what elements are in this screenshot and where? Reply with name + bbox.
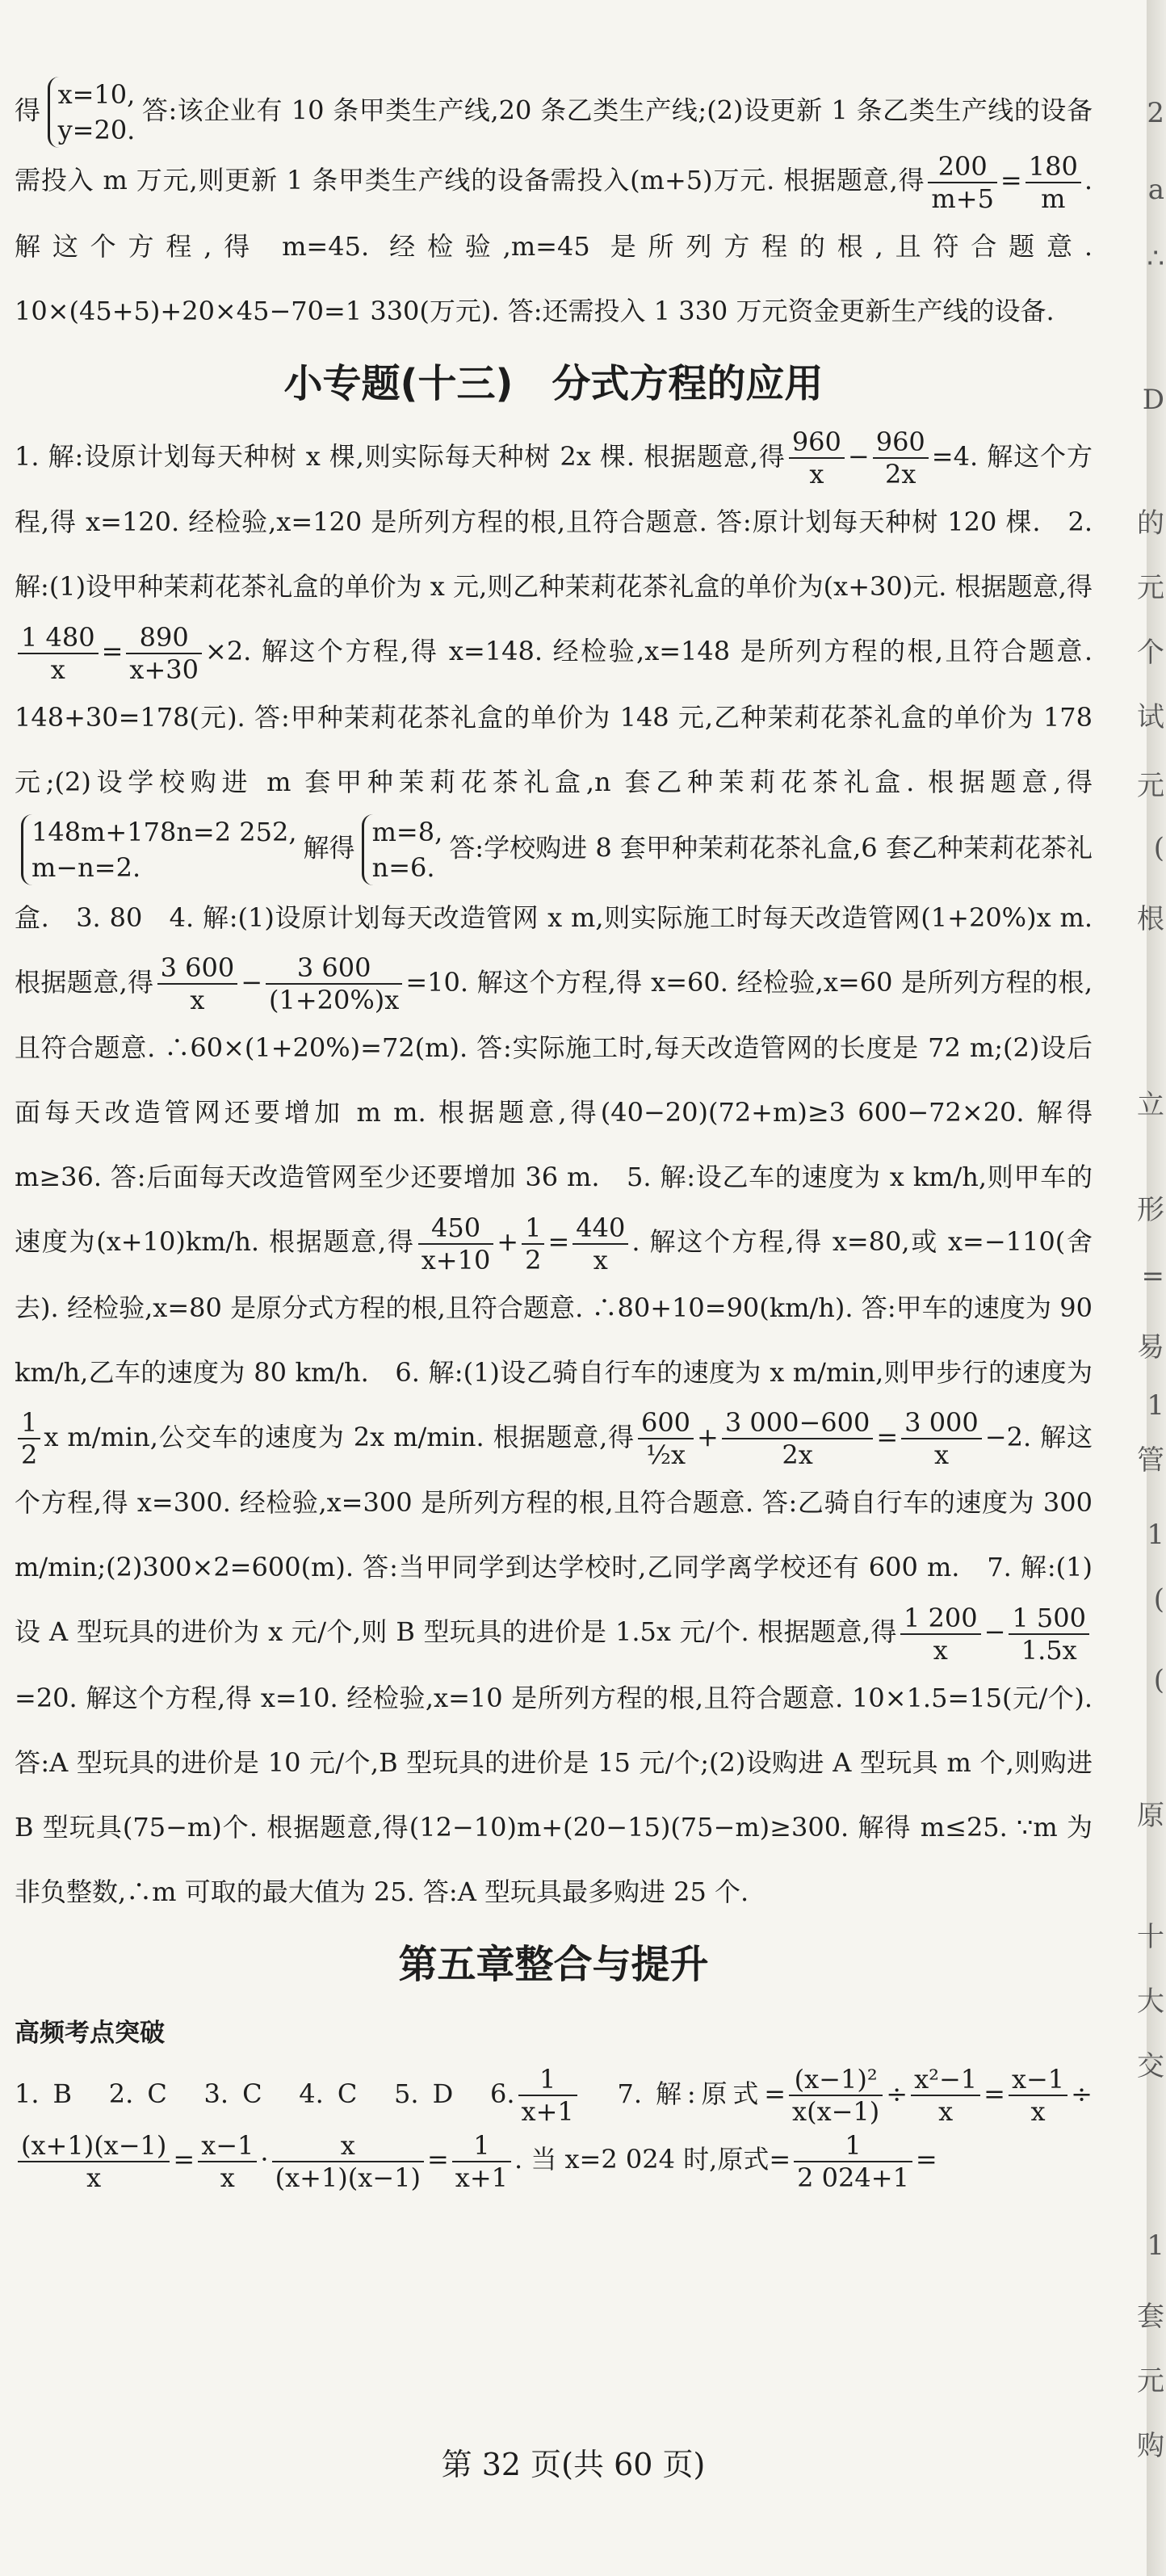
math-term: ½x (645, 1439, 686, 1470)
system-line: y=20. (57, 115, 136, 145)
math-term: 1 500 (1009, 1603, 1089, 1635)
fraction (272, 2130, 424, 2193)
math-term: x(x−1) (792, 2096, 880, 2127)
fraction (157, 952, 238, 1015)
text-run: = (101, 636, 124, 666)
math-term: 1 (522, 1212, 544, 1245)
math-term: 600 (638, 1407, 694, 1439)
fraction (901, 1407, 982, 1470)
text-run: 答:学校购进 8 套甲种茉莉花茶礼盒,6 套乙种茉莉花茶礼盒. 3. 80 4. 解:(1)设原计划每天改造管网 x m,则实际施工时每天改造管网(1+20%)x m. 根据题意,得 (15, 832, 1093, 998)
fraction (18, 2130, 170, 2193)
text-run: x m/min,公交车的速度为 2x m/min. 根据题意,得 (44, 1421, 635, 1452)
text-run: = (984, 2078, 1005, 2109)
edge-glyph: 1 (1147, 2229, 1164, 2262)
math-term: x (86, 2162, 102, 2193)
math-term: 2x (885, 459, 916, 490)
edge-glyph: 交 (1137, 2050, 1164, 2082)
text-run: = (876, 1421, 899, 1452)
math-term: 960 (789, 427, 845, 459)
math-term: x (933, 1634, 948, 1666)
edge-glyph: ( (1153, 1583, 1164, 1616)
fraction (873, 427, 929, 490)
fraction (452, 2130, 511, 2193)
edge-glyph: 套 (1137, 2301, 1164, 2333)
math-term: (x−1)² (789, 2064, 883, 2096)
edge-glyph: a (1147, 174, 1164, 206)
math-term: 3 600 (266, 952, 402, 985)
edge-glyph: 1 (1147, 1389, 1164, 1422)
text-run: 解得 (303, 832, 355, 863)
fraction (573, 1212, 628, 1275)
math-term: 1 (794, 2130, 912, 2162)
text-run: 1. B 2. C 3. C 4. C 5. D 6. (15, 2078, 515, 2109)
math-term: 180 (1025, 151, 1081, 183)
math-term: 148m+178n=2 252, (31, 816, 297, 847)
text-run: − (847, 440, 870, 472)
text-run: = (426, 2144, 449, 2175)
math-term: 3 000 (901, 1407, 982, 1439)
edge-glyph: 根 (1137, 903, 1164, 935)
edge-glyph: 1 (1147, 1519, 1164, 1551)
edge-glyph: ( (1153, 832, 1164, 864)
math-term: x+10 (421, 1244, 491, 1275)
equation-system (362, 814, 443, 885)
edge-glyph: 元 (1137, 770, 1164, 802)
edge-glyph: D (1142, 384, 1164, 416)
fraction (638, 1407, 694, 1470)
math-term: x+1 (455, 2162, 508, 2193)
section-title: 小专题(十三) 分式方程的应用 (283, 360, 824, 406)
math-term: x (938, 2096, 954, 2127)
math-term: 3 000−600 (722, 1407, 874, 1439)
text-run: + (697, 1421, 719, 1452)
math-term: 2 (21, 1439, 38, 1470)
text-run: 1. 解:设原计划每天种树 x 棵,则实际每天种树 2x 棵. 根据题意,得 (15, 440, 786, 472)
text-run: ÷ (1071, 2078, 1093, 2109)
paragraph-section-answers (15, 424, 1093, 1924)
fraction (518, 2064, 577, 2127)
edge-glyph: 易 (1137, 1331, 1164, 1364)
math-term: 1.5x (1021, 1634, 1077, 1666)
edge-glyph: 的 (1137, 507, 1164, 540)
math-term: 2 (525, 1244, 542, 1275)
math-term: x−1 (1009, 2064, 1067, 2096)
text-run: + (497, 1226, 519, 1257)
math-term: 1 (518, 2064, 577, 2096)
fraction (18, 622, 99, 685)
text-run: 答:该企业有 10 条甲类生产线,20 条乙类生产线;(2)设更新 1 条乙类生产线的设备需投入 m 万元,则更新 1 条甲类生产线的设备需投入(m+5)万元. 根据题意, (15, 95, 1093, 195)
edge-glyph: 购 (1137, 2430, 1164, 2462)
math-term: 200 (928, 151, 997, 183)
edge-glyph: = (1141, 1260, 1164, 1292)
fraction (789, 2064, 883, 2127)
math-term: 450 (418, 1212, 494, 1245)
text-run: · (260, 2144, 269, 2175)
edge-glyph: 管 (1137, 1444, 1164, 1477)
math-term: n=6. (371, 851, 435, 883)
math-term: 3 600 (157, 952, 238, 985)
subsection-title: 高频考点突破 (15, 2018, 165, 2048)
edge-glyph: 个 (1137, 637, 1164, 669)
math-term: m=8, (371, 816, 443, 847)
edge-glyph: 立 (1137, 1089, 1164, 1121)
edge-glyph: 元 (1137, 2365, 1164, 2397)
math-term: x (220, 2162, 235, 2193)
math-term: 2x (782, 1439, 813, 1470)
text-run: . 解这个方程,得 x=80,或 x=−110(舍去). 经检验,x=80 是原分式方程的根,且符合题意. ∴80+10=90(km/h). 答:甲车的速度为 90 km/h,乙车的速度为 80 km/h. 6. 解:(1)设乙骑自行车的速度为 x m/min,则甲步行的速度为 (15, 1226, 1093, 1388)
math-term: m (1041, 183, 1066, 214)
text-run: ×2. 解这个方程,得 x=148. 经检验,x=148 是所列方程的根,且符合题意. 148+30=178(元). 答:甲种茉莉花茶礼盒的单价为 148 元,乙种茉莉花茶礼盒的单价为 178 元;(2)设学校购进 m 套甲种茉莉花茶礼盒,n 套乙种茉莉花茶礼盒. 根据题意,得 (15, 636, 1093, 797)
equation-system (21, 814, 297, 885)
fraction (900, 1603, 981, 1666)
math-term: 1 (18, 1407, 40, 1439)
math-term: x−1 (198, 2130, 257, 2162)
text-run: = (547, 1226, 570, 1257)
fraction (18, 1407, 40, 1470)
edge-glyph: 大 (1137, 1986, 1164, 2018)
system-line: x=10, (57, 79, 136, 110)
math-term: x (593, 1244, 608, 1275)
edge-glyph: 十 (1137, 1921, 1164, 1953)
paragraph-previous-answer (15, 77, 1093, 343)
fraction (1009, 1603, 1089, 1666)
text-run: . 当 x=2 024 时,原式= (514, 2144, 791, 2175)
fraction (198, 2130, 257, 2193)
chapter-title: 第五章整合与提升 (398, 1941, 709, 1987)
math-term: 890 (126, 622, 202, 654)
text-run: =4. 解这个方程,得 x=120. 经检验,x=120 是所列方程的根,且符合题意. 答:原计划每天种树 120 棵. 2. 解:(1)设甲种茉莉花茶礼盒的单价为 x 元,则乙种茉莉花茶礼盒的单价为(x+30)元. 根据题意,得 (15, 440, 1093, 602)
math-term: 1 200 (900, 1603, 981, 1635)
text-run: =20. 解这个方程,得 x=10. 经检验,x=10 是所列方程的根,且符合题意. 10×1.5=15(元/个). 答:A 型玩具的进价是 10 元/个,B 型玩具的进价是 15 元/个;(2)设购进 A 型玩具 m 个,则购进 B 型玩具(75−m)个. 根据题意,得(12−10)m+(20−15)(75−m)≥300. 解得 m≤25. ∵m 为非负整数,∴m 可取的最大值为 25. 答:A 型玩具最多购进 25 个. (15, 1682, 1093, 1907)
text-run: = (915, 2144, 937, 2175)
math-term: x²−1 (911, 2064, 980, 2096)
math-term: m−n=2. (31, 851, 141, 883)
math-term: 960 (873, 427, 929, 459)
text-run: 7. 解:原式= (617, 2078, 786, 2109)
text-run: = (173, 2144, 195, 2175)
text-run: − (241, 966, 263, 998)
math-term: x (1030, 2096, 1046, 2127)
math-term: x (272, 2130, 424, 2162)
edge-glyph: ∴ (1147, 242, 1164, 275)
edge-glyph: 2 (1147, 97, 1164, 129)
fraction (794, 2130, 912, 2193)
text-run: = (1000, 165, 1022, 195)
math-term: m+5 (931, 183, 994, 214)
math-term: 440 (573, 1212, 628, 1245)
fraction (522, 1212, 544, 1275)
text-run: −2. 解这个方程,得 x=300. 经检验,x=300 是所列方程的根,且符合题意. 答:乙骑自行车的速度为 300 m/min;(2)300×2=600(m). 答:当甲同学到达学校时,乙同学离学校还有 600 m. 7. 解:(1)设 A 型玩具的进价为 x 元/个,则 B 型玩具的进价是 1.5x 元/个. 根据题意,得 (15, 1421, 1093, 1647)
equation-system (48, 77, 136, 148)
fraction (911, 2064, 980, 2127)
text-run: 得 (15, 95, 41, 126)
fraction (1009, 2064, 1067, 2127)
math-term: (1+20%)x (269, 985, 400, 1015)
math-term: 1 (452, 2130, 511, 2162)
text-run: . 解这个方程,得 m=45. 经检验,m=45 是所列方程的根,且符合题意. 10×(45+5)+20×45−70=1 330(万元). 答:还需投入 1 330 万元资金更新生产线的设备. (15, 165, 1093, 326)
edge-glyph: 试 (1137, 701, 1164, 733)
text-run: ÷ (886, 2078, 908, 2109)
fraction (722, 1407, 874, 1470)
math-term: 1 480 (18, 622, 99, 654)
answer-content (15, 77, 1093, 2193)
edge-glyph: 原 (1137, 1800, 1164, 1832)
fraction (928, 151, 997, 214)
edge-glyph: 元 (1137, 572, 1164, 604)
page-number: 第 32 页(共 60 页) (441, 2447, 706, 2482)
math-term: 2 024+1 (797, 2162, 909, 2193)
fraction (266, 952, 402, 1015)
math-term: x (50, 653, 65, 685)
paragraph-chapter-answers (15, 2061, 1093, 2193)
fraction (1025, 151, 1081, 214)
text-run: =10. 解这个方程,得 x=60. 经检验,x=60 是所列方程的根,且符合题意. ∴60×(1+20%)=72(m). 答:实际施工时,每天改造管网的长度是 72 m;(2)设后面每天改造管网还要增加 m m. 根据题意,得(40−20)(72+m)≥3 600−72×20. 解得 m≥36. 答:后面每天改造管网至少还要增加 36 m. 5. 解:设乙车的速度为 x km/h,则甲车的速度为(x+10)km/h. 根据题意,得 (15, 966, 1093, 1257)
fraction (789, 427, 845, 490)
math-term: x+1 (521, 2096, 574, 2127)
math-term: x (933, 1439, 949, 1470)
text-run: 得 (897, 165, 925, 195)
edge-glyph: ( (1153, 1664, 1164, 1696)
edge-glyph: 形 (1137, 1194, 1164, 1226)
adjacent-page-edge (1137, 0, 1166, 2576)
math-term: x+30 (129, 653, 199, 685)
math-term: (x+1)(x−1) (275, 2162, 421, 2193)
math-term: (x+1)(x−1) (18, 2130, 170, 2162)
math-term: x (190, 985, 205, 1015)
fraction (126, 622, 202, 685)
text-run: − (984, 1616, 1006, 1647)
fraction (418, 1212, 494, 1275)
math-term: x (809, 459, 824, 490)
